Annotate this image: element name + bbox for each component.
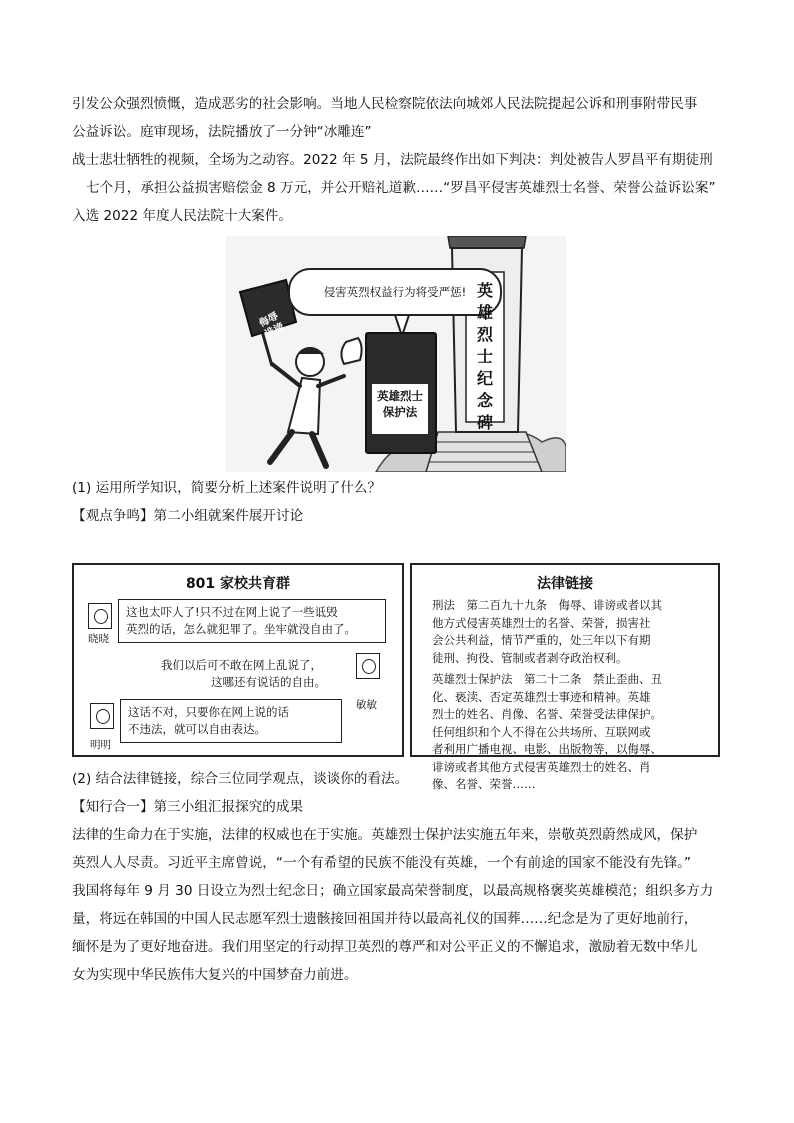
- law-line: 他方式侵害英雄烈士的名誉、荣誉，损害社: [432, 615, 651, 630]
- chat-group-title: 801 家校共育群: [185, 576, 291, 592]
- law-line: 徒刑、拘役、管制或者剥夺政治权利。: [432, 650, 628, 665]
- law-line: 任何组织和个人不得在公共场所、互联网或: [432, 724, 651, 739]
- section-heading-debate: 【观点争鸣】第二小组就案件展开讨论: [72, 508, 304, 524]
- chat-name: 敏敏: [356, 699, 377, 711]
- intro-paragraph: [72, 90, 732, 230]
- law-line: 刑法 第二百九十九条 侮辱、诽谤或者以其: [432, 598, 662, 612]
- avatar: [90, 703, 114, 729]
- law-link-title: 法律链接: [537, 576, 593, 592]
- law-book-label: 英雄烈士保护法: [372, 384, 428, 434]
- text-line: 女为实现中华民族伟大复兴的中国梦奋力前进。: [72, 967, 358, 983]
- law-line: 者利用广播电视、电影、出版物等，以侮辱、: [432, 742, 662, 756]
- chat-line: 这也太吓人了!只不过在网上说了一些诋毁: [126, 605, 338, 619]
- text-line: 法律的生命力在于实施，法律的权威也在于实施。英雄烈士保护法实施五年来，崇敬英烈蔚然成风，保护: [72, 827, 698, 843]
- law-line: 烈士的姓名、肖像、名誉、荣誉受法律保护。: [432, 707, 662, 721]
- chat-bubble: [154, 653, 344, 695]
- chat-line: 不违法，就可以自由表达。: [128, 722, 266, 736]
- question-block-1: [72, 474, 732, 530]
- chat-line: 这哪还有说话的自由。: [211, 675, 326, 689]
- text-line: 量，将远在韩国的中国人民志愿军烈士遗骸接回祖国并待以最高礼仪的国葬……纪念是为了更好地前行，: [72, 911, 698, 927]
- text-line: 缅怀是为了更好地奋进。我们用坚定的行动捍卫英烈的尊严和对公平正义的不懈追求，激励着无数中华儿: [72, 939, 698, 955]
- law-line: 英雄烈士保护法 第二十二条 禁止歪曲、丑: [432, 672, 662, 686]
- text-line: 公益诉讼。庭审现场，法院播放了一分钟“冰雕连”: [72, 124, 372, 140]
- monument-inscription: 英雄烈士纪念碑: [476, 281, 493, 432]
- question-2: (2) 结合法律链接，综合三位同学观点，谈谈你的看法。: [72, 771, 409, 787]
- chat-line: 这话不对，只要你在网上说的话: [128, 705, 289, 719]
- chat-line: 英烈的话，怎么就犯罪了。坐牢就没自由了。: [126, 622, 356, 636]
- chat-group-panel: [72, 563, 404, 757]
- section-heading-practice: 【知行合一】第三小组汇报探究的成果: [72, 799, 304, 815]
- insult-sign-text: 侮辱诽谤: [257, 310, 286, 341]
- chat-bubble: [118, 599, 386, 643]
- text-line: 引发公众强烈愤慨，造成恶劣的社会影响。当地人民检察院依法向城郊人民法院提起公诉和刑事附带民事: [72, 96, 698, 112]
- chat-name: 明明: [90, 739, 111, 751]
- law-line: 诽谤或者其他方式侵害英雄烈士的姓名、肖: [432, 759, 651, 774]
- law-link-panel: [410, 563, 720, 791]
- law-line: 化、亵渎、否定英雄烈士事迹和精神。英雄: [432, 689, 651, 704]
- speech-bubble: 侵害英烈权益行为将受严惩!: [288, 268, 502, 316]
- final-paragraph: [72, 821, 732, 989]
- law-line: 像、名誉、荣誉……: [432, 777, 536, 791]
- chat-name: 晓晓: [88, 633, 109, 645]
- text-line: 入选 2022 年度人民法院十大案件。: [72, 208, 292, 224]
- text-line: 战士悲壮牺牲的视频，全场为之动容。2022 年 5 月，法院最终作出如下判决：判处被告人罗昌平有期徒刑: [72, 152, 713, 168]
- avatar: [88, 603, 112, 629]
- hero-protection-cartoon: [226, 236, 566, 472]
- text-line: 我国将每年 9 月 30 日设立为烈士纪念日；确立国家最高荣誉制度，以最高规格褒奖英雄模范；组织多方力: [72, 883, 714, 899]
- chat-bubble: [120, 699, 342, 743]
- avatar: [356, 653, 380, 679]
- question-block-2: [72, 765, 732, 821]
- text-line: 英烈人人尽责。习近平主席曾说，“一个有希望的民族不能没有英雄，一个有前途的国家不能没有先锋。”: [72, 855, 692, 871]
- question-1: (1) 运用所学知识，简要分析上述案件说明了什么？: [72, 480, 382, 496]
- text-line: 七个月，承担公益损害赔偿金 8 万元，并公开赔礼道歉……“罗昌平侵害英雄烈士名誉、荣誉公益诉讼案”: [86, 180, 716, 196]
- chat-line: 我们以后可不敢在网上乱说了，: [161, 658, 322, 672]
- law-line: 会公共利益，情节严重的，处三年以下有期: [432, 633, 651, 647]
